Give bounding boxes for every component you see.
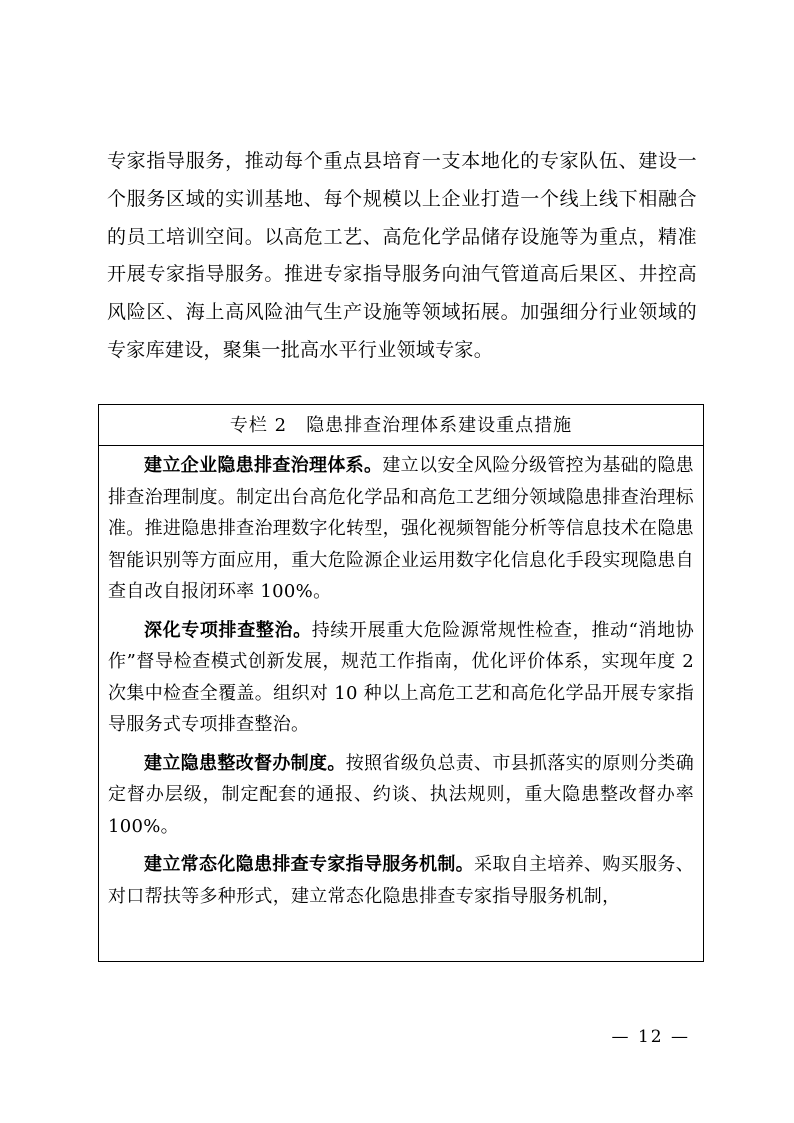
measure-heading: 深化专项排查整治。 <box>144 619 312 641</box>
measure-heading: 建立企业隐患排查治理体系。 <box>144 455 383 476</box>
page-number: — 12 — <box>611 1027 690 1047</box>
column-box-body <box>99 446 703 912</box>
column-box-title: 专栏 2 隐患排查治理体系建设重点措施 <box>99 405 703 446</box>
measure-text: 持续开展重大危险源常规性检查，推动“消地协作”督导检查模式创新发展，规范工作指南，优化评价体系，实现年度 2 次集中检查全覆盖。组织对 10 种以上高危工艺和高危化学品开展专家指导服务式专项排查整治。 <box>108 619 695 735</box>
measure-paragraph <box>108 748 694 843</box>
measure-text: 按照省级负总责、市县抓落实的原则分类确定督办层级，制定配套的通报、约谈、执法规则，重大隐患整改督办率 100%。 <box>108 752 694 837</box>
measure-paragraph <box>108 849 694 912</box>
measure-paragraph <box>108 450 694 608</box>
measure-text: 采取自主培养、购买服务、对口帮扶等多种形式，建立常态化隐患排查专家指导服务机制， <box>108 854 694 907</box>
intro-paragraph: 专家指导服务，推动每个重点县培育一支本地化的专家队伍、建设一个服务区域的实训基地、每个规模以上企业打造一个线上线下相融合的员工培训空间。以高危工艺、高危化学品储存设施等为重点，精准开展专家指导服务。推进专家指导服务向油气管道高后果区、井控高风险区、海上高风险油气生产设施等领域拓展。加强细分行业领域的专家库建设，聚集一批高水平行业领域专家。 <box>107 150 697 361</box>
measure-text: 建立以安全风险分级管控为基础的隐患排查治理制度。制定出台高危化学品和高危工艺细分领域隐患排查治理标准。推进隐患排查治理数字化转型，强化视频智能分析等信息技术在隐患智能识别等方面应用，重大危险源企业运用数字化信息化手段实现隐患自查自改自报闭环率 100%。 <box>108 455 694 602</box>
measure-heading: 建立常态化隐患排查专家指导服务机制。 <box>144 854 475 875</box>
measure-heading: 建立隐患整改督办制度。 <box>144 752 346 774</box>
measure-paragraph <box>108 615 694 741</box>
column-box <box>98 404 704 962</box>
